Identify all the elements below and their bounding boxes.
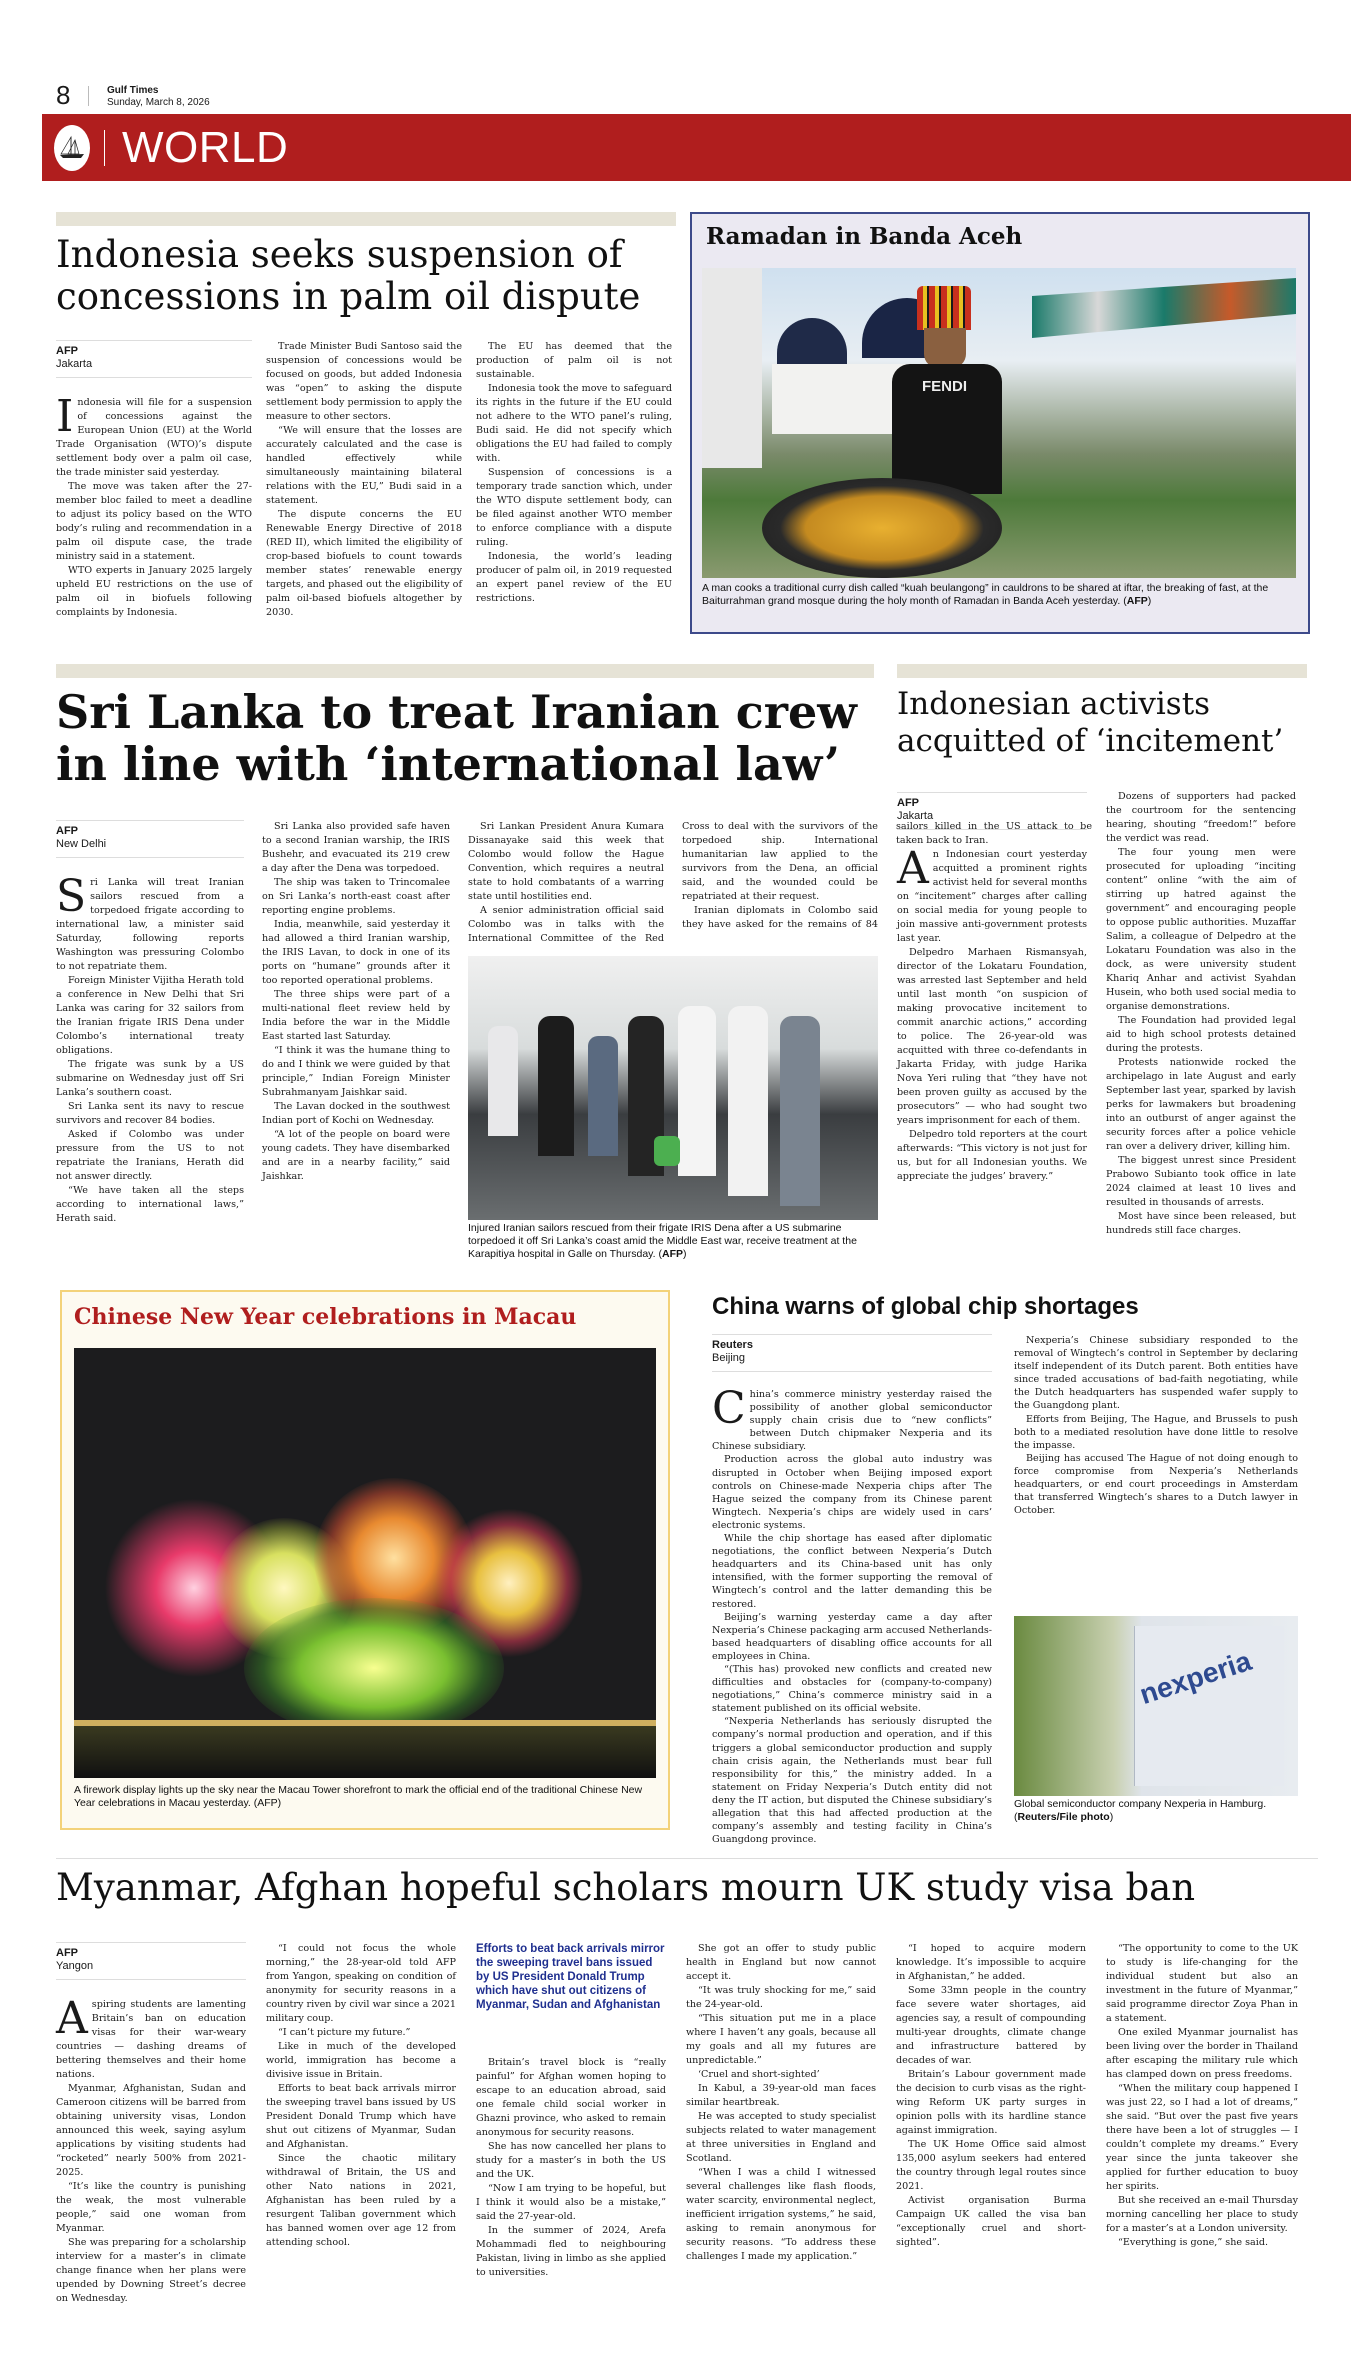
story-top-rule — [897, 664, 1307, 678]
palm-oil-headline: Indonesia seeks suspension of concessions in palm oil dispute — [56, 233, 641, 318]
masthead-divider — [88, 86, 89, 106]
paper-name: Gulf Times — [107, 85, 159, 96]
dhow-ship-icon — [54, 125, 90, 171]
myanmar-col-3: Britain’s travel block is “really painful” for Afghan women hoping to escape to an education abroad, said one female child social worker in Ghazni province, who asked to remain anonymous for security reasons. She has now cancelled her plans to study for a master’s in both the US and the UK. “Now I am trying to be hopeful, but I think it would also be a mistake,” said the 27-year-old. In the summer of 2024, Arefa Mohammadi fled to neighbouring Pakistan, living in limbo as she applied to universities. — [476, 2057, 666, 2278]
myanmar-col-1: Aspiring students are lamenting Britain’s ban on education visas for their war-weary countries — dashing dreams of bettering themselves and their home nations. Myanmar, Afghanistan, Sudan and Cameroon citizens will be barred from obtaining university visas, London announced this week, saying asylum applications by visiting students had “rocketed” nearly 500% from 2021-2025. “It’s like the country is punishing the weak, the most vulnerable people,” said one woman from Myanmar. She was preparing for a scholarship interview for a master’s in climate change finance when her plans were upended by Downing Street’s decree on Wednesday. — [56, 1993, 246, 2304]
myanmar-col-5: “I hoped to acquire modern knowledge. It’s impossible to acquire in Afghanistan,” he added. Some 33mn people in the country face severe water shortages, aid agencies say, a result of compounding multi-year droughts, climate change and infrastructure battered by decades of war. Britain’s Labour government made the decision to curb visas as the right-wing Reform UK party surges in opinion polls with its hardline stance against immigration. The UK Home Office said almost 135,000 asylum seekers had entered the country through legal routes since 2021. Activist organisation Burma Campaign UK called the visa ban “exceptionally cruel and short-sighted”. — [896, 1943, 1086, 2248]
ramadan-photo-box — [690, 212, 1310, 634]
myanmar-pullquote: Efforts to beat back arrivals mirror the sweeping travel bans issued by US President Donald Trump which have shut out citizens of Myanmar, Sudan and Afghanistan — [476, 1943, 665, 2011]
agency: AFP — [56, 345, 78, 357]
palm-oil-col-1: Indonesia will file for a suspension of concessions against the European Union (EU) at the World Trade Organisation (WTO)’s dispute settlement body over a palm oil case, the trade minister said yesterday. The move was taken after the 27-member bloc failed to meet a deadline to adjust its policy based on the WTO body’s ruling and recommendation in a palm oil dispute case, the trade ministry said in a statement. WTO experts in January 2025 largely upheld EU restrictions on the use of palm oil in biofuels following complaints by Indonesia. — [56, 391, 252, 618]
myanmar-col-4: She got an offer to study public health in England but now cannot accept it. “It was truly shocking for me,” said the 24-year-old. “This situation put me in a place where I haven’t any goals, because all my goals and all my futures are unpredictable.” ‘Cruel and short-sighted’ In Kabul, a 39-year-old man faces similar heartbreak. He was accepted to study specialist subjects related to water management at three universities in England and Scotland. “When I was a child I witnessed several challenges like flash floods, water scarcity, environmental neglect, inefficient irrigation systems,” he said, asking to remain anonymous for security reasons. “To address these challenges I made my application.” — [686, 1943, 876, 2262]
page-number: 8 — [56, 80, 71, 110]
activists-col-1: An Indonesian court yesterday acquitted a prominent rights activist held for several months on “incitement” charges after calling on social media for young people to join massive anti-government protests last year. Delpedro Marhaen Rismansyah, director of the Lokataru Foundation, was arrested last September and held until last month “on suspicion of making provocative incitement to commit anarchic actions,” according to police. The 26-year-old was acquitted with three co-defendants in Jakarta Friday, with judge Harika Nova Yeri ruling that “they have not been proven guilty as accused by the prosecutors” — who had sought two years imprisonment for each of them. Delpedro told reporters at the court afterwards: “This victory is not just for us, but for all Indonesian youths. We appreciate the judges’ bravery.” — [897, 843, 1087, 1182]
drop-cap: A — [897, 843, 929, 894]
photo-credit: Reuters/File photo — [1017, 1811, 1110, 1823]
myanmar-byline — [56, 1942, 246, 1980]
macau-title: Chinese New Year celebrations in Macau — [74, 1304, 577, 1330]
sri-lanka-photo-caption: Injured Iranian sailors rescued from their frigate IRIS Dena after a US submarine torpedoed it off Sri Lanka’s coast amid the Middle East war, receive treatment at the Karapitiya hospital in Galle on Thursday. (AFP) — [468, 1222, 857, 1260]
drop-cap: I — [56, 391, 74, 442]
ramadan-photo — [702, 268, 1296, 578]
chips-col-2: Nexperia’s Chinese subsidiary responded to the removal of Wingtech’s control in September by declaring itself independent of its Dutch parent. Both entities have since traded accusations of bad-faith negotiating, while the Dutch headquarters has suspended wafer supply to the Guangdong plant. Efforts from Beijing, The Hague, and Brussels to push both to a mediated resolution have done little to resolve the impasse. Beijing has accused The Hague of not doing enough to force compromise from Nexperia’s Netherlands headquarters, or end court proceedings in Amsterdam that transferred Wingtech’s shares to a Dutch lawyer in October. — [1014, 1335, 1298, 1517]
palm-oil-col-2: Trade Minister Budi Santoso said the suspension of concessions would be focused on goods, but added Indonesia was “open” to asking the dispute settlement body permission to apply the measure to other sectors. “We will ensure that the losses are accurately calculated and the case is handled effectively while simultaneously maintaining bilateral relations with the EU,” Budi said in a statement. The dispute concerns the EU Renewable Energy Directive of 2018 (RED II), which limited the eligibility of crop-based biofuels to count towards member states’ renewable energy targets, and phased out the eligibility of palm oil-based biofuels altogether by 2030. — [266, 341, 462, 618]
agency: AFP — [897, 797, 919, 809]
dateline: Beijing — [712, 1352, 746, 1364]
dateline: New Delhi — [56, 838, 107, 850]
chips-col-1: China’s commerce ministry yesterday raised the possibility of another global semiconductor supply chain crisis due to “new conflicts” between Dutch chipmaker Nexperia and its Chinese subsidiary. Production across the global auto industry was disrupted in October when Beijing imposed export controls on Chinese-made Nexperia chips after The Hague seized the company from its Chinese parent Wingtech. Nexperia’s chips are widely used in cars’ electronic systems. While the chip shortage has eased after diplomatic negotiations, the conflict between Nexperia’s Dutch headquarters and its China-based unit has only intensified, with the former supporting the removal of Wingtech’s control and the latter demanding this be restored. Beijing’s warning yesterday came a day after Nexperia’s Chinese packaging arm accused Netherlands-based headquarters of disabling office accounts for all employees in China. “(This has) provoked new conflicts and created new difficulties and obstacles for (company-to-company) negotiations,” China’s commerce ministry said in a statement published on its official website. “Nexperia Netherlands has seriously disrupted the company’s normal production and operation, and if this triggers a global semiconductor production and supply chain crisis again, the Netherlands must bear full responsibility for this,” the ministry added. In a statement on Friday Nexperia’s Dutch entity did not deny the IT action, but disputed the Chinese subsidiary’s allegation that this had affected production at the company’s assembly and testing facility in China’s Guangdong province. — [712, 1383, 992, 1846]
ramadan-caption: A man cooks a traditional curry dish called “kuah beulangong” in cauldrons to be shared at iftar, the breaking of fast, at the Baiturrahman grand mosque during the holy month of Ramadan in Banda Aceh yesterday. (AFP) — [702, 582, 1269, 607]
drop-cap: S — [56, 871, 87, 922]
story-top-rule — [56, 664, 874, 678]
ramadan-title: Ramadan in Banda Aceh — [706, 223, 1023, 250]
banner-divider — [104, 130, 105, 166]
sri-lanka-col-2: Sri Lanka also provided safe haven to a second Iranian warship, the IRIS Bushehr, and evacuated its 219 crew a day after the Dena was torpedoed. The ship was taken to Trincomalee on Sri Lanka’s north-east coast after reporting engine problems. India, meanwhile, said yesterday it had allowed a third Iranian warship, the IRIS Lavan, to dock in one of its ports on “humane” grounds after it too reported operational problems. The three ships were part of a multi-national fleet review held by India before the war in the Middle East started last Saturday. “I think it was the humane thing to do and I think we were guided by that principle,” Indian Foreign Minister Subrahmanyam Jaishkar said. The Lavan docked in the southwest Indian port of Kochi on Wednesday. “A lot of the people on board were young cadets. They have disembarked and are in a nearby facility,” said Jaishkar. — [262, 821, 450, 1182]
drop-cap: A — [56, 1993, 88, 2044]
issue-date: Sunday, March 8, 2026 — [107, 97, 210, 108]
dateline: Jakarta — [897, 810, 934, 822]
palm-oil-byline — [56, 340, 252, 378]
nexperia-caption: Global semiconductor company Nexperia in Hamburg. (Reuters/File photo) — [1014, 1798, 1267, 1823]
sri-lanka-col-3-4: Sri Lankan President Anura Kumara Dissanayake said this week that Colombo would follow the Hague Convention, which requires a neutral state to hold combatants of a warring state until hostilities end. A senior administration official said Colombo was in talks with the International Committee of the Red Cross to deal with the survivors of the torpedoed ship. International humanitarian law applied to the survivors from the Dena, an official said, and the wounded could be repatriated at their request. Iranian diplomats in Colombo said they have asked for the remains of 84 sailors killed in the US attack to be taken back to Iran. — [468, 821, 1092, 944]
shirt-text: FENDI — [922, 378, 967, 395]
story-top-rule — [56, 212, 676, 226]
agency: Reuters — [712, 1339, 753, 1351]
chips-byline — [712, 1334, 992, 1372]
sri-lanka-byline — [56, 820, 244, 858]
dateline: Yangon — [56, 1960, 94, 1972]
sri-lanka-photo — [468, 956, 878, 1220]
activists-headline: Indonesian activists acquitted of ‘incitement’ — [897, 686, 1284, 759]
section-rule — [56, 1858, 1318, 1859]
macau-photo-box — [60, 1290, 670, 1830]
palm-oil-col-3: The EU has deemed that the production of palm oil is not sustainable. Indonesia took the move to safeguard its rights in the future if the EU could not adhere to the WTO panel’s ruling, Budi said. He did not specify which obligations the EU had failed to comply with. Suspension of concessions is a temporary trade sanction which, under the WTO dispute settlement body, can be filed against another WTO member to enforce compliance with a dispute ruling. Indonesia, the world’s leading producer of palm oil, in 2019 requested an expert panel review of the EU restrictions. — [476, 341, 672, 604]
dateline: Jakarta — [56, 358, 93, 370]
photo-credit: AFP — [1126, 595, 1148, 607]
subhead: ‘Cruel and short-sighted’ — [698, 2069, 820, 2080]
myanmar-col-6: “The opportunity to come to the UK to study is life-changing for the individual student but also an investment in the future of Myanmar,” said programme director Zoya Phan in a statement. One exiled Myanmar journalist has been living over the border in Thailand after escaping the military rule which has clamped down on press freedoms. “When the military coup happened I was just 22, so I had a lot of dreams,” she said. “But over the past five years there have been a lot of struggles — I couldn’t complete my dreams.” Every year since the junta takeover she applied for further education to buoy her spirits. But she received an e-mail Thursday morning cancelling her place to study for a master’s at a London university. “Everything is gone,” she said. — [1106, 1943, 1298, 2248]
myanmar-col-2: “I could not focus the whole morning,” the 28-year-old told AFP from Yangon, speaking on condition of anonymity for security reasons in a country riven by civil war since a 2021 military coup. “I can’t picture my future.” Like in much of the developed world, immigration has become a divisive issue in Britain. Efforts to beat back arrivals mirror the sweeping travel bans issued by US President Donald Trump which have shut out citizens of Myanmar, Sudan and Afghanistan. Since the chaotic military withdrawal of Britain, the US and other Nato nations in 2021, Afghanistan has been ruled by a resurgent Taliban government which has banned women over age 12 from attending school. — [266, 1943, 456, 2248]
photo-credit: AFP — [661, 1248, 683, 1260]
activists-byline — [897, 792, 1087, 830]
agency: AFP — [56, 825, 78, 837]
sri-lanka-col-1: Sri Lanka will treat Iranian sailors rescued from a torpedoed frigate according to international law, a minister said Saturday, following reports Washington was pressuring Colombo to not repatriate them. Foreign Minister Vijitha Herath told a conference in New Delhi that Sri Lanka was caring for 32 sailors from the Iranian frigate IRIS Dena under Colombo’s international treaty obligations. The frigate was sunk by a US submarine on Wednesday just off Sri Lanka’s southern coast. Sri Lanka sent its navy to rescue survivors and recover 84 bodies. Asked if Colombo was under pressure from the US to not repatriate the Iranians, Herath did not answer directly. “We have taken all the steps according to international laws,” Herath said. — [56, 871, 244, 1224]
section-title: WORLD — [122, 123, 289, 172]
sri-lanka-headline: Sri Lanka to treat Iranian crew in line with ‘international law’ — [56, 685, 857, 791]
chips-headline: China warns of global chip shortages — [712, 1293, 1139, 1320]
macau-caption: A firework display lights up the sky near the Macau Tower shorefront to mark the official end of the traditional Chinese New Year celebrations in Macau yesterday. (AFP) — [74, 1784, 643, 1809]
myanmar-headline: Myanmar, Afghan hopeful scholars mourn UK study visa ban — [56, 1866, 1196, 1909]
agency: AFP — [56, 1947, 78, 1959]
nexperia-photo — [1014, 1616, 1298, 1796]
nexperia-sign: nexperia — [1135, 1644, 1255, 1711]
activists-col-2: Dozens of supporters had packed the courtroom for the sentencing hearing, shouting “freedom!” before the verdict was read. The four young men were prosecuted for uploading “inciting content” online “with the aim of stirring up hatred against the government” and encouraging people to oppose public authorities. Muzaffar Salim, a colleague of Delpedro at the Lokataru Foundation was also in the dock, as were university student Khariq Anhar and activist Syahdan Husein, who both used social media to organise demonstrations. The Foundation had provided legal aid to high school protests detained during the protests. Protests nationwide rocked the archipelago in late August and early September last year, sparked by lavish perks for lawmakers but broadening into an outburst of anger against the security forces after a police vehicle ran over a delivery driver, killing him. The biggest unrest since President Prabowo Subianto took office in late 2024 claimed at least 10 lives and resulted in thousands of arrests. Most have since been released, but hundreds still face charges. — [1106, 791, 1296, 1236]
drop-cap: C — [712, 1383, 746, 1434]
macau-fireworks-photo — [74, 1348, 656, 1778]
